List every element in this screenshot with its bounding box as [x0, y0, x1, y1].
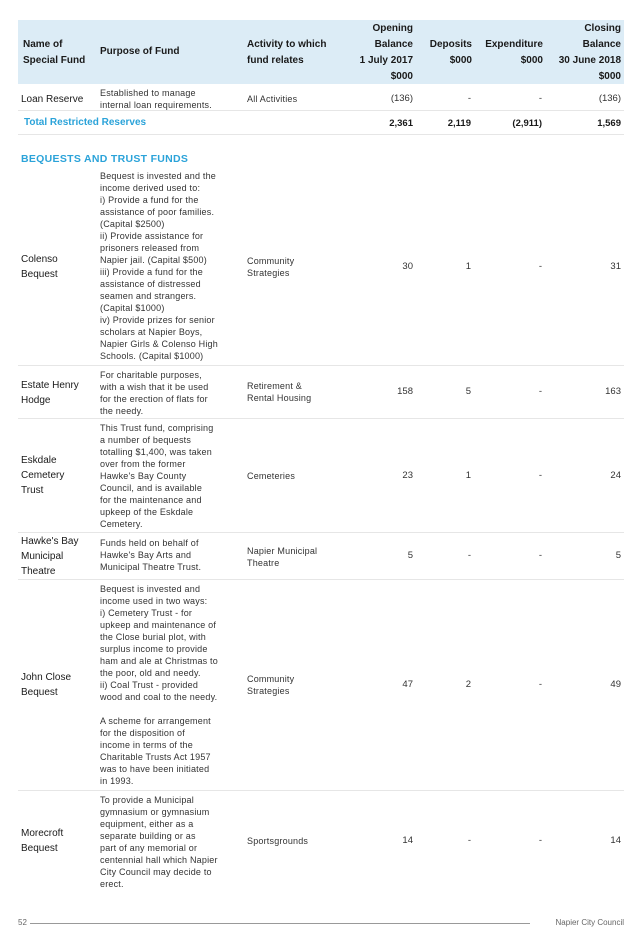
- purpose-line: prisoners released from: [100, 243, 200, 253]
- fund-name-line: Bequest: [21, 687, 58, 698]
- loan-reserve-closing: (136): [598, 93, 621, 104]
- purpose-line: Cemetery.: [100, 519, 143, 529]
- row-divider: [18, 110, 624, 111]
- fund-name-line: Hawke's Bay: [21, 536, 79, 547]
- purpose-line: wood and coal to the needy.: [100, 692, 218, 702]
- row-divider: [18, 790, 624, 791]
- fund-deposits: 1: [465, 261, 471, 272]
- purpose-line: income used in two ways:: [100, 596, 208, 606]
- activity-line: Rental Housing: [247, 393, 312, 403]
- activity-line: Strategies: [247, 268, 290, 278]
- header-activity-line: Activity to which: [247, 39, 327, 50]
- fund-expenditure: -: [538, 679, 542, 690]
- header-name-line: Name of: [23, 39, 63, 50]
- header-activity: [247, 37, 342, 69]
- fund-closing: 163: [605, 386, 621, 397]
- row-divider: [18, 134, 624, 135]
- activity-line: Strategies: [247, 686, 290, 696]
- fund-deposits: -: [467, 550, 471, 561]
- header-activity-line: fund relates: [247, 55, 304, 66]
- fund-name-line: Cemetery: [21, 470, 65, 481]
- purpose-line: Bequest is invested and the: [100, 171, 216, 181]
- header-closing-line: Balance: [582, 39, 621, 50]
- purpose-line: This Trust fund, comprising: [100, 423, 214, 433]
- fund-name-line: Estate Henry: [21, 380, 79, 391]
- purpose-line: Napier Girls & Colenso High: [100, 339, 218, 349]
- fund-name: [21, 252, 96, 282]
- purpose-line: a number of bequests: [100, 435, 192, 445]
- header-opening-line: Balance: [374, 39, 413, 50]
- fund-expenditure: -: [538, 550, 542, 561]
- fund-name: [21, 378, 96, 408]
- purpose-line: (Capital $2500): [100, 219, 165, 229]
- fund-purpose: [100, 537, 240, 573]
- header-name: [23, 37, 98, 69]
- purpose-line: internal loan requirements.: [100, 100, 212, 110]
- header-closing-line: $000: [598, 71, 621, 82]
- purpose-line: Established to manage: [100, 88, 196, 98]
- row-divider: [18, 365, 624, 366]
- fund-name: [21, 534, 96, 579]
- fund-purpose: [100, 170, 240, 362]
- total-label: Total Restricted Reserves: [24, 117, 147, 128]
- purpose-line: A scheme for arrangement: [100, 716, 211, 726]
- loan-reserve-deposits: -: [467, 93, 471, 104]
- purpose-line: Bequest is invested and: [100, 584, 201, 594]
- fund-name-line: Municipal: [21, 551, 64, 562]
- fund-closing: 31: [610, 261, 621, 272]
- fund-closing: 14: [610, 835, 621, 846]
- fund-opening: 14: [402, 835, 413, 846]
- purpose-line: i) Provide a fund for the: [100, 195, 199, 205]
- purpose-line: surplus income to provide: [100, 644, 208, 654]
- purpose-line: City Council may decide to: [100, 867, 212, 877]
- fund-purpose: [100, 583, 240, 787]
- purpose-line: For charitable purposes,: [100, 370, 202, 380]
- purpose-line: with a wish that it be used: [100, 382, 209, 392]
- header-closing: [548, 21, 621, 85]
- fund-closing: 49: [610, 679, 621, 690]
- purpose-line: scholars at Napier Boys,: [100, 327, 203, 337]
- fund-activity: [247, 255, 347, 279]
- total-deposits: 2,119: [447, 118, 471, 129]
- header-name-line: Special Fund: [23, 55, 86, 66]
- fund-deposits: 2: [465, 679, 471, 690]
- fund-deposits: -: [467, 835, 471, 846]
- header-expenditure-line: $000: [520, 55, 543, 66]
- purpose-line: gymnasium or gymnasium: [100, 807, 210, 817]
- fund-name-line: Bequest: [21, 843, 58, 854]
- fund-opening: 30: [402, 261, 413, 272]
- purpose-line: upkeep and maintenance of: [100, 620, 217, 630]
- footer-rule: [30, 923, 530, 924]
- fund-name-line: Morecroft: [21, 828, 64, 839]
- row-divider: [18, 532, 624, 533]
- fund-activity: Cemeteries: [247, 471, 296, 481]
- header-closing-line: Closing: [584, 23, 621, 34]
- fund-purpose: [100, 422, 240, 530]
- fund-closing: 5: [615, 550, 621, 561]
- header-closing-line: 30 June 2018: [558, 55, 621, 66]
- purpose-line: ham and ale at Christmas to: [100, 656, 218, 666]
- total-closing: 1,569: [597, 118, 621, 129]
- header-opening: [340, 21, 413, 85]
- fund-opening: 5: [407, 550, 413, 561]
- purpose-line: assistance of distressed: [100, 279, 201, 289]
- fund-activity: [247, 380, 347, 404]
- header-purpose: Purpose of Fund: [100, 46, 180, 57]
- purpose-line: part of any memorial or: [100, 843, 198, 853]
- purpose-line: equipment, either as a: [100, 819, 194, 829]
- activity-line: Napier Municipal: [247, 546, 318, 556]
- purpose-line: iii) Provide a fund for the: [100, 267, 203, 277]
- header-deposits-line: Deposits: [429, 39, 472, 50]
- fund-expenditure: -: [538, 386, 542, 397]
- purpose-line: income derived used to:: [100, 183, 201, 193]
- fund-purpose: [100, 369, 240, 417]
- fund-purpose: [100, 794, 240, 890]
- header-expenditure-line: Expenditure: [485, 39, 543, 50]
- purpose-line: the needy.: [100, 406, 144, 416]
- fund-name-line: Colenso: [21, 254, 58, 265]
- purpose-line: erect.: [100, 879, 124, 889]
- purpose-line: Napier jail. (Capital $500): [100, 255, 207, 265]
- fund-expenditure: -: [538, 835, 542, 846]
- page-number: 52: [18, 918, 27, 927]
- purpose-line: for the disposition of: [100, 728, 185, 738]
- fund-name-line: Eskdale: [21, 455, 57, 466]
- purpose-line: income in terms of the: [100, 740, 193, 750]
- purpose-line: was to have been initiated: [100, 764, 210, 774]
- header-opening-line: $000: [390, 71, 413, 82]
- header-expenditure: [476, 37, 543, 69]
- purpose-line: Hawke's Bay Arts and: [100, 550, 192, 560]
- fund-name: [21, 453, 96, 498]
- footer-council-name: Napier City Council: [555, 918, 624, 927]
- row-divider: [18, 579, 624, 580]
- loan-reserve-activity: All Activities: [247, 94, 298, 104]
- fund-deposits: 1: [465, 470, 471, 481]
- total-expenditure: (2,911): [512, 118, 542, 129]
- fund-name-line: John Close: [21, 672, 72, 683]
- fund-activity: [247, 673, 347, 697]
- purpose-line: separate building or as: [100, 831, 196, 841]
- fund-deposits: 5: [465, 386, 471, 397]
- purpose-line: i) Cemetery Trust - for: [100, 608, 193, 618]
- purpose-line: seamen and strangers.: [100, 291, 197, 301]
- purpose-line: Municipal Theatre Trust.: [100, 562, 202, 572]
- purpose-line: (Capital $1000): [100, 303, 165, 313]
- fund-name-line: Hodge: [21, 395, 51, 406]
- activity-line: Community: [247, 674, 295, 684]
- header-opening-line: Opening: [372, 23, 413, 34]
- header-opening-line: 1 July 2017: [359, 55, 413, 66]
- purpose-line: over from the former: [100, 459, 186, 469]
- fund-opening: 47: [402, 679, 413, 690]
- header-deposits-line: $000: [449, 55, 472, 66]
- purpose-line: [100, 703, 240, 715]
- fund-name: [21, 670, 96, 700]
- fund-activity: [247, 545, 347, 569]
- purpose-line: Council, and is available: [100, 483, 203, 493]
- purpose-line: totalling $1,400, was taken: [100, 447, 212, 457]
- purpose-line: Hawke's Bay County: [100, 471, 187, 481]
- purpose-line: Schools. (Capital $1000): [100, 351, 204, 361]
- header-deposits: [420, 37, 472, 69]
- purpose-line: for the maintenance and: [100, 495, 202, 505]
- purpose-line: centennial hall which Napier: [100, 855, 218, 865]
- loan-reserve-opening: (136): [390, 93, 413, 104]
- loan-reserve-purpose: [100, 87, 240, 111]
- loan-reserve-expenditure: -: [538, 93, 542, 104]
- purpose-line: iv) Provide prizes for senior: [100, 315, 215, 325]
- fund-name: [21, 826, 96, 856]
- purpose-line: Charitable Trusts Act 1957: [100, 752, 211, 762]
- purpose-line: upkeep of the Eskdale: [100, 507, 194, 517]
- fund-opening: 158: [397, 386, 413, 397]
- fund-closing: 24: [610, 470, 621, 481]
- fund-opening: 23: [402, 470, 413, 481]
- purpose-line: assistance of poor families.: [100, 207, 215, 217]
- fund-expenditure: -: [538, 261, 542, 272]
- fund-expenditure: -: [538, 470, 542, 481]
- purpose-line: the poor, old and needy.: [100, 668, 201, 678]
- purpose-line: ii) Provide assistance for: [100, 231, 204, 241]
- purpose-line: for the erection of flats for: [100, 394, 208, 404]
- purpose-line: Funds held on behalf of: [100, 538, 199, 548]
- purpose-line: ii) Coal Trust - provided: [100, 680, 199, 690]
- total-opening: 2,361: [389, 118, 413, 129]
- fund-name-line: Trust: [21, 485, 44, 496]
- activity-line: Retirement &: [247, 381, 302, 391]
- purpose-line: To provide a Municipal: [100, 795, 194, 805]
- fund-name-line: Bequest: [21, 269, 58, 280]
- loan-reserve-name: Loan Reserve: [21, 94, 84, 105]
- activity-line: Community: [247, 256, 295, 266]
- row-divider: [18, 418, 624, 419]
- fund-name-line: Theatre: [21, 566, 56, 577]
- purpose-line: in 1993.: [100, 776, 134, 786]
- section-title: BEQUESTS AND TRUST FUNDS: [21, 153, 189, 165]
- activity-line: Theatre: [247, 558, 280, 568]
- purpose-line: the Close burial plot, with: [100, 632, 206, 642]
- fund-activity: Sportsgrounds: [247, 836, 309, 846]
